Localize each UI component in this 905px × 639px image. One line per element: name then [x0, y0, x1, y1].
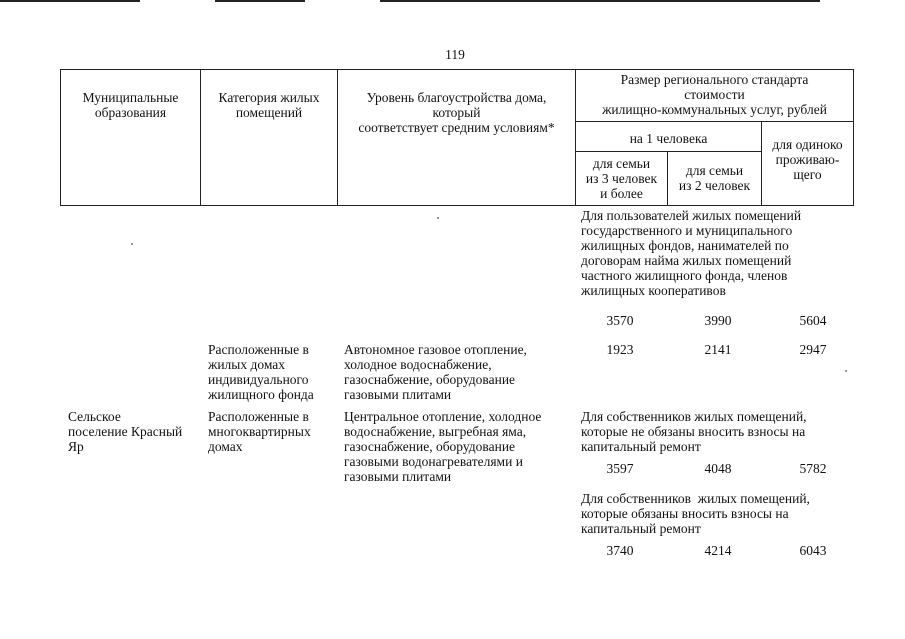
value-cell: 2947 [799, 342, 827, 357]
scan-edge-line [0, 0, 140, 2]
header-divider-group [575, 121, 854, 122]
value-cell: 4214 [704, 543, 732, 558]
value-cell: 3597 [606, 461, 634, 476]
apartment-building-amenities: Центральное отопление, холодное водоснабжение, выгребная яма, газоснабжение, оборудование газовыми водонагревателями и газовыми плитами [344, 409, 542, 484]
scan-edge-line [215, 0, 305, 2]
table-top-border [60, 69, 854, 70]
value-cell: 6043 [799, 543, 827, 558]
scan-edge-line [380, 0, 820, 2]
header-single-person: для одиноко проживаю- щего [772, 137, 843, 182]
owners-not-obliged-text: Для собственников жилых помещений, которые не обязаны вносить взносы на капитальный ремонт [581, 409, 807, 454]
value-cell: 3740 [606, 543, 634, 558]
owners-obliged-text: Для собственников жилых помещений, которые обязаны вносить взносы на капитальный ремонт [581, 491, 810, 536]
scan-speck [131, 243, 133, 245]
value-cell: 5782 [799, 461, 827, 476]
value-cell: 3570 [606, 313, 634, 328]
users-condition-text: Для пользователей жилых помещений государственного и муниципального жилищных фондов, нанимателей по договорам найма жилых помещений частного жилищного фонда, членов жилищных кооперативов [581, 208, 802, 298]
page-number: 119 [445, 47, 465, 62]
value-cell: 3990 [704, 313, 732, 328]
table-header-bottom-border [60, 205, 854, 206]
municipality-name: Сельское поселение Красный Яр [68, 409, 183, 454]
header-divider-per-person [575, 151, 761, 152]
header-standard-size: Размер регионального стандарта стоимости жилищно-коммунальных услуг, рублей [602, 72, 827, 117]
apartment-building-category: Расположенные в многоквартирных домах [208, 409, 311, 454]
value-cell: 4048 [704, 461, 732, 476]
header-premises-category: Категория жилых помещений [218, 90, 320, 120]
header-municipalities: Муниципальные образования [82, 90, 179, 120]
individual-housing-amenities: Автономное газовое отопление, холодное водоснабжение, газоснабжение, оборудование газовыми плитами [344, 342, 527, 402]
scan-speck [845, 370, 847, 372]
value-cell: 1923 [606, 342, 634, 357]
individual-housing-category: Расположенные в жилых домах индивидуального жилищного фонда [208, 342, 314, 402]
value-cell: 2141 [704, 342, 732, 357]
header-family-3-plus: для семьи из 3 человек и более [585, 156, 658, 201]
scan-speck [437, 217, 439, 219]
value-cell: 5604 [799, 313, 827, 328]
table-right-border [853, 69, 854, 206]
header-amenities-level: Уровень благоустройства дома, который соответствует средним условиям* [358, 90, 555, 135]
header-per-person: на 1 человека [629, 131, 708, 146]
header-family-2: для семьи из 2 человек [678, 163, 751, 193]
